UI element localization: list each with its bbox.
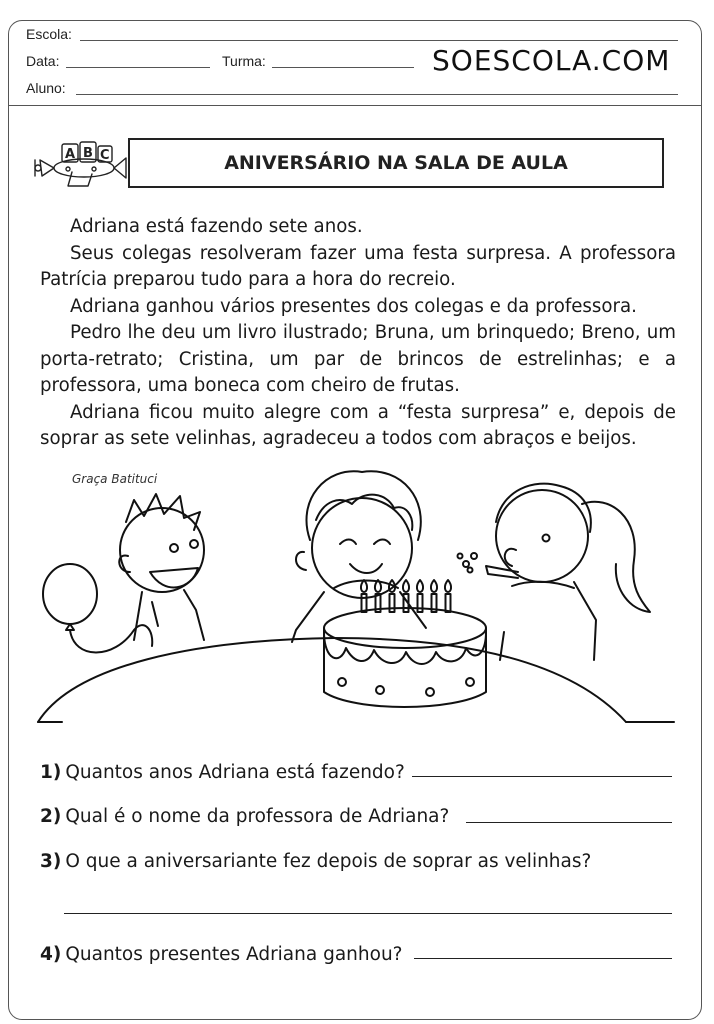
question-text: O que a aniversariante fez depois de soprar as velinhas? — [65, 851, 592, 872]
date-label: Data: — [26, 53, 60, 69]
title-banner — [128, 138, 664, 188]
answer-line-3[interactable] — [64, 913, 672, 914]
abc-airplane-icon — [32, 136, 128, 192]
svg-text:A: A — [65, 147, 76, 162]
class-field[interactable] — [272, 67, 414, 68]
illustration-credit: Graça Batituci — [72, 472, 158, 486]
candle-icon — [390, 594, 395, 612]
question-3 — [40, 851, 591, 872]
question-2 — [40, 806, 449, 827]
svg-text:C: C — [100, 148, 110, 163]
question-text: Quantos anos Adriana está fazendo? — [65, 762, 405, 783]
brand-logo-text: SOESCOLA.COM — [432, 44, 671, 77]
story-paragraph: Pedro lhe deu um livro ilustrado; Bruna, um brinquedo; Breno, um porta-retrato; Cristina, um par de brincos de estrelinhas; e a professora, uma boneca com cheiro de frutas. — [40, 322, 676, 396]
balloon-icon — [43, 564, 97, 624]
question-text: Qual é o nome da professora de Adriana? — [65, 806, 450, 827]
story-paragraph: Adriana ganhou vários presentes dos colegas e da professora. — [70, 295, 637, 317]
answer-line-2[interactable] — [466, 822, 672, 823]
school-field[interactable] — [80, 40, 678, 41]
svg-text:B: B — [83, 146, 93, 161]
header-divider — [8, 105, 702, 106]
story-paragraph: Adriana está fazendo sete anos. — [70, 216, 363, 237]
student-label: Aluno: — [26, 80, 66, 96]
question-number: 4) — [40, 944, 62, 965]
story-text — [40, 214, 676, 453]
candle-icon — [446, 594, 451, 612]
flame-icon — [417, 580, 423, 592]
question-1 — [40, 762, 405, 783]
answer-line-1[interactable] — [412, 776, 672, 777]
date-field[interactable] — [66, 67, 210, 68]
question-number: 2) — [40, 806, 62, 827]
candle-icon — [362, 594, 367, 612]
flame-icon — [361, 580, 367, 592]
question-number: 1) — [40, 762, 62, 783]
class-label: Turma: — [222, 53, 266, 69]
question-number: 3) — [40, 851, 62, 872]
flame-icon — [445, 580, 451, 592]
table-outline — [38, 638, 626, 722]
story-paragraph: Seus colegas resolveram fazer uma festa surpresa. A professora Patrícia preparou tudo para a hora do recreio. — [40, 242, 676, 290]
student-field[interactable] — [76, 94, 678, 95]
page-title: ANIVERSÁRIO NA SALA DE AULA — [224, 152, 568, 174]
question-text: Quantos presentes Adriana ganhou? — [65, 944, 403, 965]
birthday-party-illustration — [34, 460, 680, 728]
story-paragraph: Adriana ficou muito alegre com a “festa surpresa” e, depois de soprar as sete velinhas, agradeceu a todos com abraços e beijos. — [40, 401, 676, 449]
school-label: Escola: — [26, 26, 72, 42]
answer-line-4[interactable] — [414, 958, 672, 959]
flame-icon — [403, 580, 409, 592]
candle-icon — [404, 594, 409, 612]
question-4 — [40, 944, 402, 965]
flame-icon — [431, 580, 437, 592]
